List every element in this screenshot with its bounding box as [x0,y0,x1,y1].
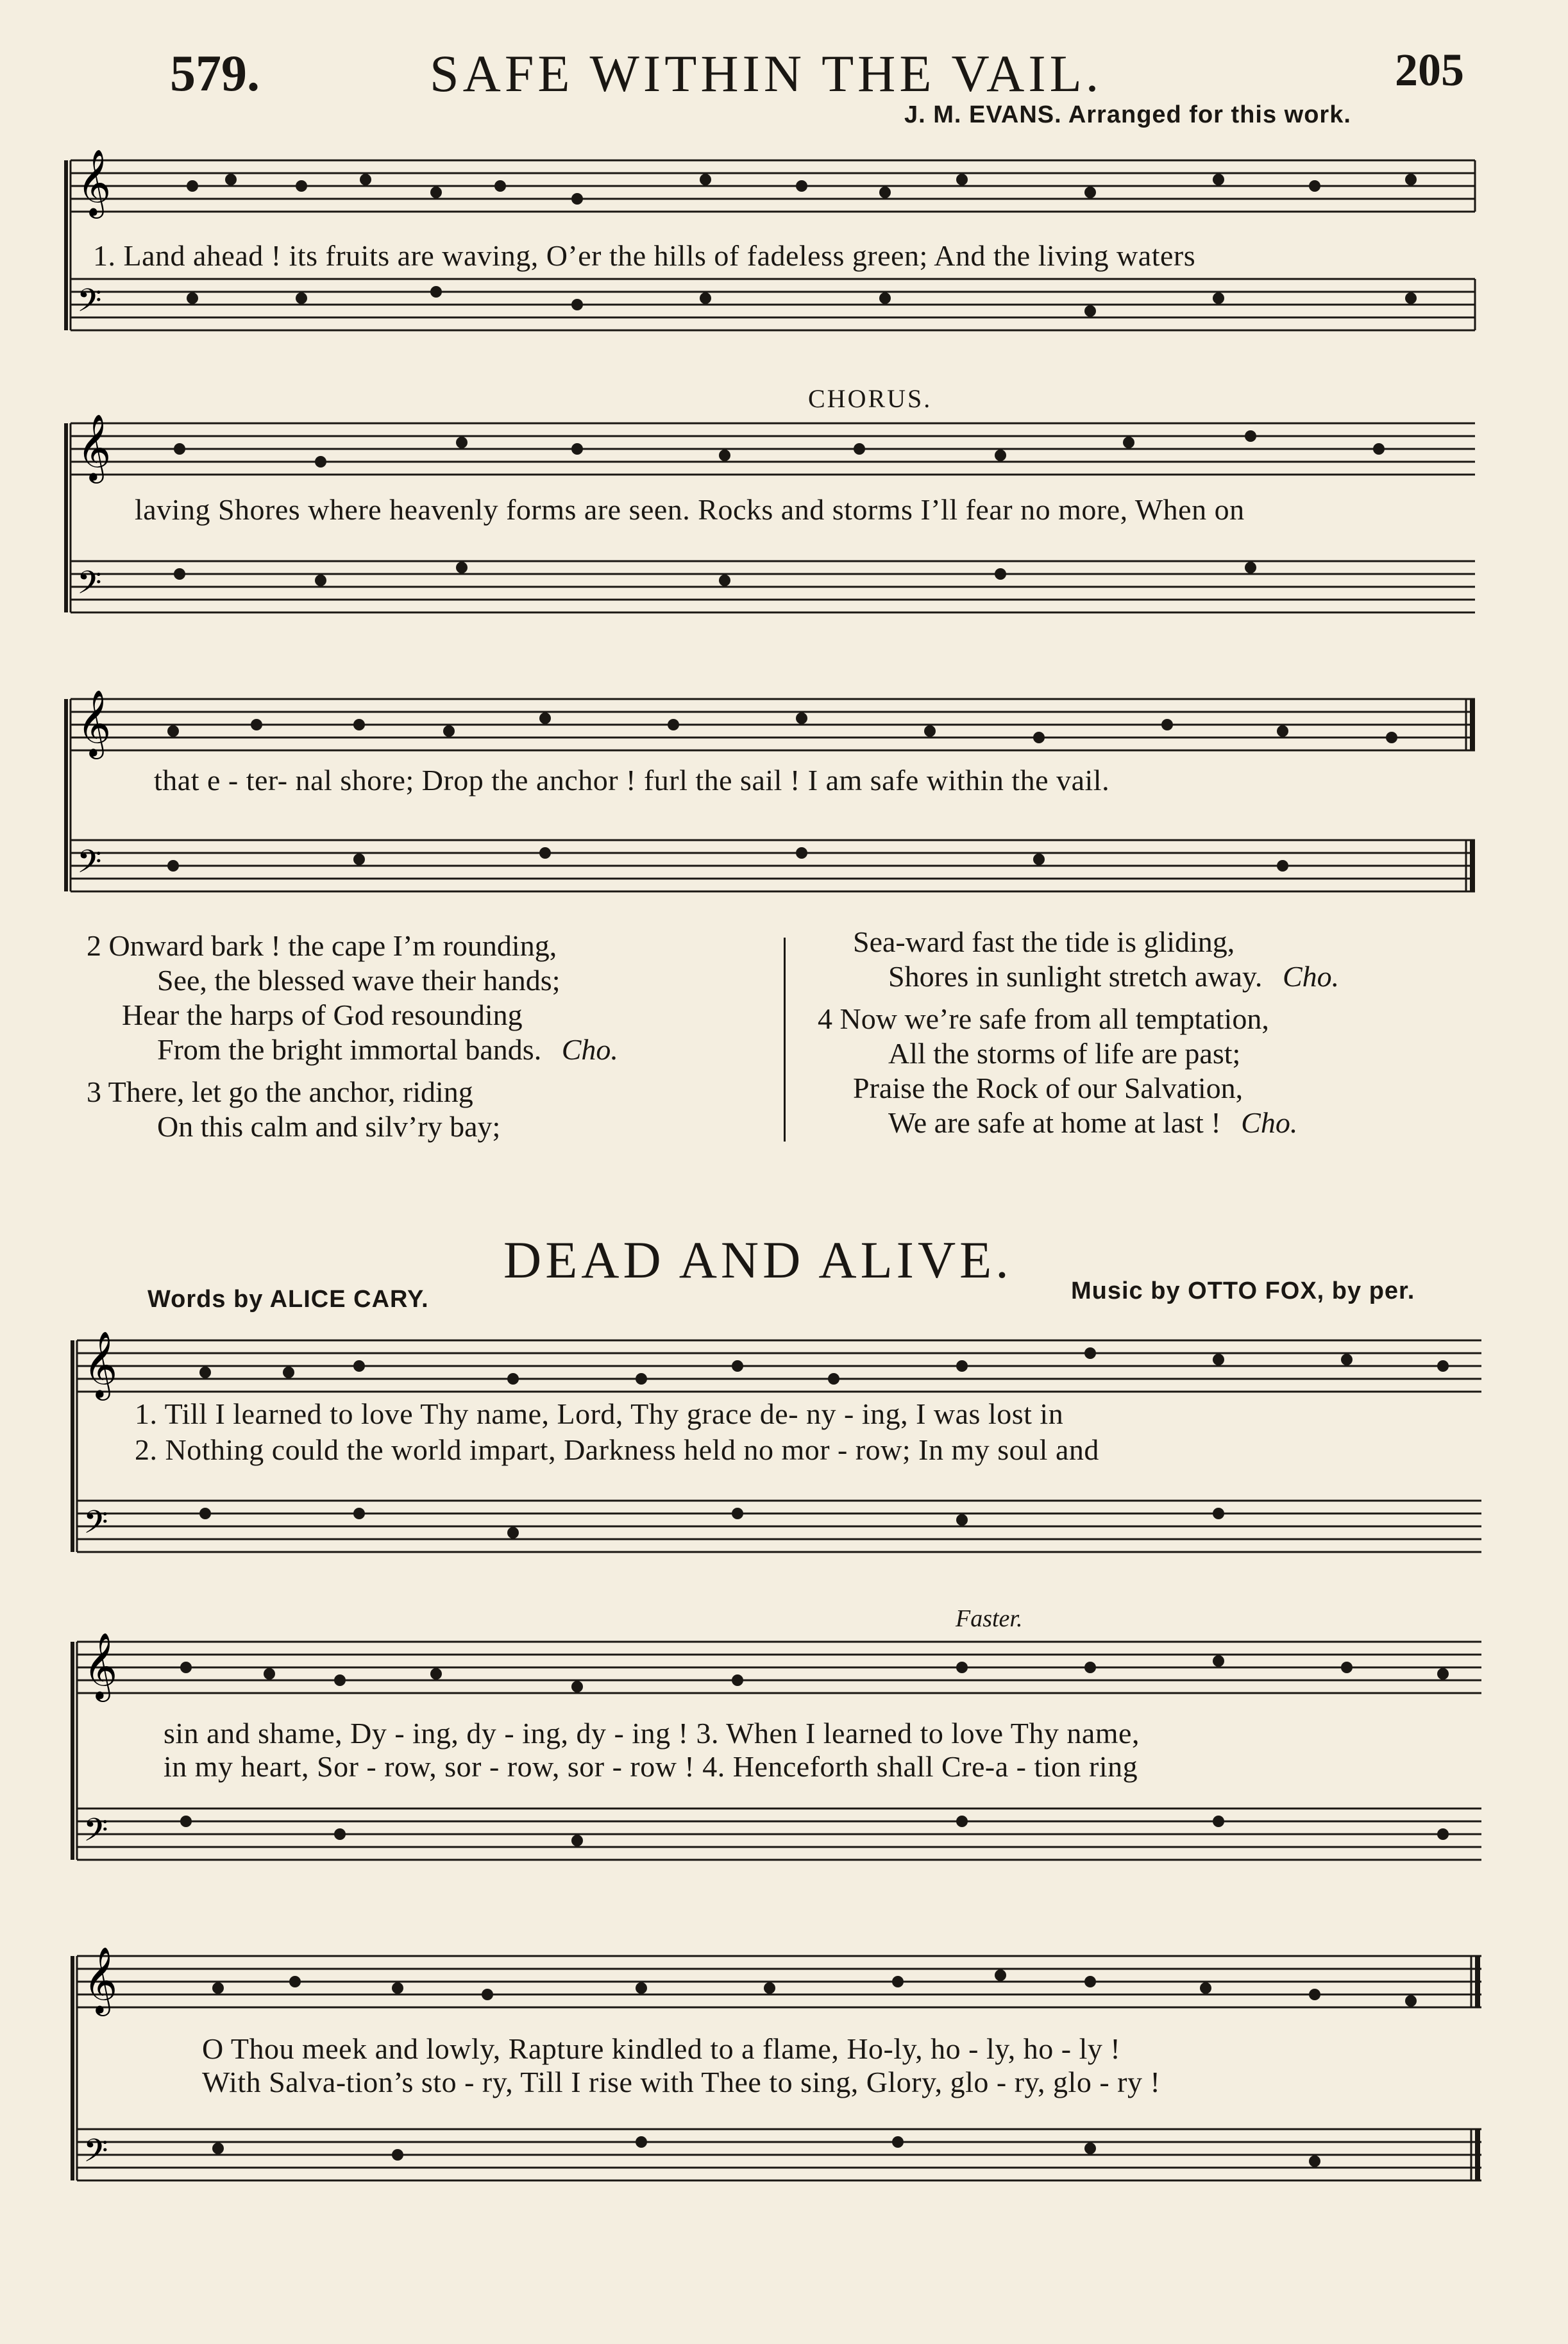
verse-line-text: We are safe at home at last ! [888,1106,1221,1139]
chorus-abbrev: Cho. [561,1033,618,1066]
verses-right-column [818,925,1339,1140]
music-system-3 [0,680,1568,917]
verses-left-column [87,929,618,1144]
treble-clef-icon: 𝄞 [77,414,112,481]
page-number: 205 [1395,44,1464,96]
lyric-line: 1. Land ahead ! its fruits are waving, O’er the hills of fadeless green; And the living waters [93,239,1196,272]
verse-line [87,1033,618,1067]
treble-clef-icon: 𝄞 [77,149,112,216]
bass-clef-icon: 𝄢 [83,2132,108,2177]
lyric-line: laving Shores where heavenly forms are seen. Rocks and storms I’ll fear no more, When on [135,493,1245,526]
hymn-title: SAFE WITHIN THE VAIL. [430,44,1103,103]
verse-line: Praise the Rock of our Salvation, [853,1072,1243,1104]
chorus-abbrev: Cho. [1282,960,1340,993]
verse-line: 4 Now we’re safe from all temptation, [818,1002,1269,1035]
composer-credit: J. M. EVANS. Arranged for this work. [904,101,1351,128]
verse-divider [784,938,786,1142]
verse-line: See, the blessed wave their hands; [157,964,561,997]
treble-clef-icon: 𝄞 [83,1331,118,1398]
treble-clef-icon: 𝄞 [77,689,112,757]
bass-clef-icon: 𝄢 [77,843,102,888]
verse-line [818,1106,1339,1140]
music-credit: Music by OTTO FOX, by per. [1071,1277,1415,1304]
chorus-abbrev: Cho. [1241,1106,1298,1139]
bass-clef-icon: 𝄢 [83,1812,108,1857]
verse-line: 2 Onward bark ! the cape I’m rounding, [87,929,557,962]
tempo-mark: Faster. [956,1605,1023,1632]
treble-clef-icon: 𝄞 [83,1632,118,1699]
hymn-title-2: DEAD AND ALIVE. [503,1231,1013,1289]
verse-line: On this calm and silv’ry bay; [157,1110,501,1143]
verse-line-text: From the bright immortal bands. [157,1033,542,1066]
verse-line: Hear the harps of God resounding [122,999,523,1031]
lyric-line: 1. Till I learned to love Thy name, Lord, Thy grace de- ny - ing, I was lost in [135,1397,1064,1430]
chorus-label: CHORUS. [808,384,932,413]
verse-line [818,959,1339,994]
verse-line: All the storms of life are past; [888,1037,1241,1070]
lyric-line: O Thou meek and lowly, Rapture kindled to a flame, Ho-ly, ho - ly, ho - ly ! [202,2032,1121,2065]
lyric-line: in my heart, Sor - row, sor - row, sor - row ! 4. Henceforth shall Cre-a - tion ring [164,1750,1138,1783]
lyric-line: sin and shame, Dy - ing, dy - ing, dy - ing ! 3. When I learned to love Thy name, [164,1717,1140,1750]
verse-line-text: Shores in sunlight stretch away. [888,960,1263,993]
bass-clef-icon: 𝄢 [77,282,102,327]
hymn-number: 579. [170,46,260,102]
lyric-line: 2. Nothing could the world impart, Darkness held no mor - row; In my soul and [135,1433,1099,1466]
words-credit: Words by ALICE CARY. [148,1286,429,1313]
verse-line: 3 There, let go the anchor, riding [87,1075,473,1108]
lyric-line: that e - ter- nal shore; Drop the anchor ! furl the sail ! I am safe within the vail. [154,764,1110,797]
verse-line: Sea-ward fast the tide is gliding, [853,925,1235,958]
treble-clef-icon: 𝄞 [83,1946,118,2014]
lyric-line: With Salva-tion’s sto - ry, Till I rise with Thee to sing, Glory, glo - ry, glo - ry ! [202,2066,1161,2098]
bass-clef-icon: 𝄢 [83,1504,108,1549]
bass-clef-icon: 𝄢 [77,564,102,609]
